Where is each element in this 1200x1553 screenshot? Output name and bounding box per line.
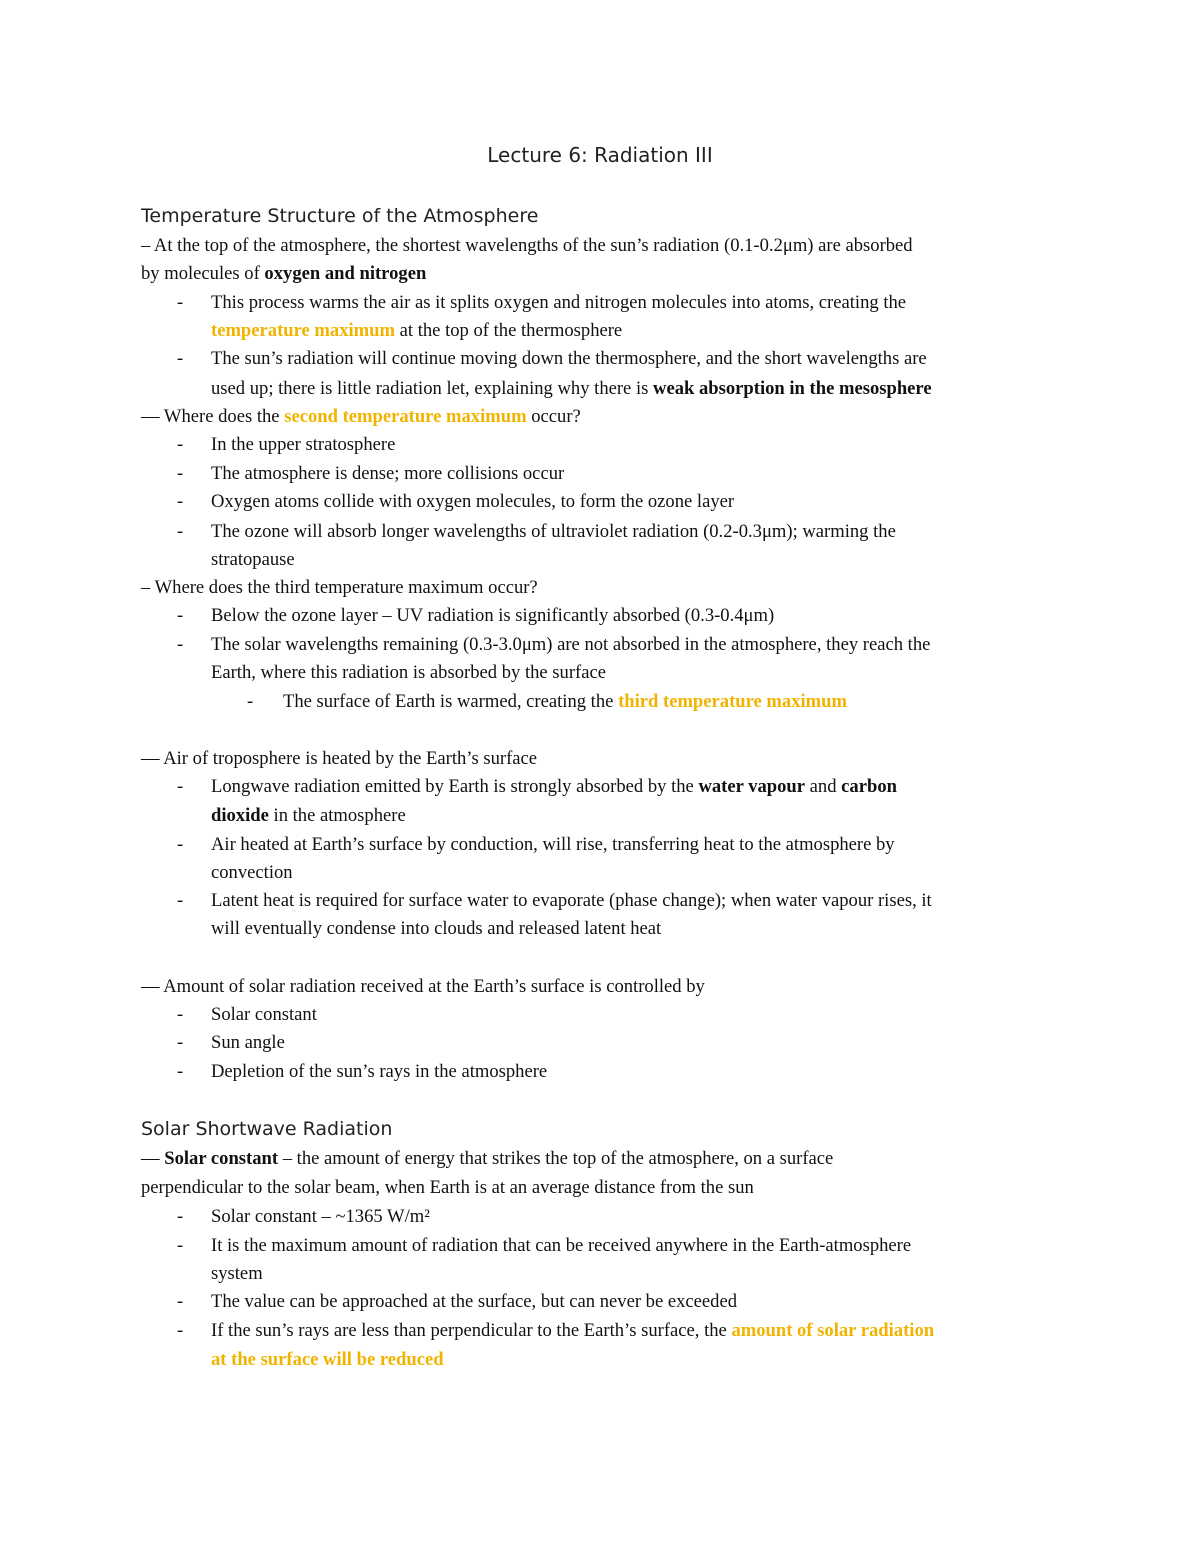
bullet-mark: - bbox=[177, 463, 184, 484]
text-run: If the sun’s rays are less than perpendicular to the Earth’s surface, the bbox=[211, 1320, 732, 1341]
bullet-mark: - bbox=[177, 521, 184, 542]
text-line: — Amount of solar radiation received at the Earth’s surface is controlled by bbox=[141, 976, 705, 997]
bullet-text: convection bbox=[211, 862, 293, 883]
bullet-text bbox=[211, 375, 932, 403]
bullet-mark: - bbox=[177, 890, 184, 911]
bullet-text: Earth, where this radiation is absorbed by the surface bbox=[211, 662, 606, 683]
bullet-mark: - bbox=[177, 1235, 184, 1256]
bullet-text bbox=[211, 1317, 934, 1345]
bullet-mark: - bbox=[177, 1004, 184, 1025]
bold-term: weak absorption in the mesosphere bbox=[653, 378, 932, 399]
text-run: by molecules of bbox=[141, 263, 265, 284]
highlighted-term: at the surface will be reduced bbox=[211, 1349, 444, 1370]
section-heading-solar-shortwave: Solar Shortwave Radiation bbox=[141, 1118, 393, 1140]
highlighted-term: amount of solar radiation bbox=[731, 1320, 935, 1341]
highlighted-term: second temperature maximum bbox=[284, 406, 527, 427]
bold-term: water vapour bbox=[698, 776, 806, 797]
text-run: and bbox=[805, 776, 842, 797]
bullet-text: The solar wavelengths remaining (0.3-3.0μm) are not absorbed in the atmosphere, they reach the bbox=[211, 634, 931, 655]
bullet-text: Oxygen atoms collide with oxygen molecules, to form the ozone layer bbox=[211, 491, 735, 512]
section-heading-temperature-structure: Temperature Structure of the Atmosphere bbox=[141, 205, 539, 227]
bullet-mark: - bbox=[177, 634, 184, 655]
bullet-text bbox=[283, 688, 847, 716]
text-run: in the atmosphere bbox=[268, 805, 406, 826]
text-line bbox=[141, 403, 581, 431]
bullet-mark: - bbox=[177, 348, 184, 369]
text-run: occur? bbox=[526, 406, 581, 427]
bullet-mark: - bbox=[177, 491, 184, 512]
text-line: – Where does the third temperature maximum occur? bbox=[141, 577, 538, 598]
bullet-text: In the upper stratosphere bbox=[211, 434, 396, 455]
text-line bbox=[141, 1145, 833, 1173]
bullet-text: Solar constant bbox=[211, 1004, 317, 1025]
bullet-mark: - bbox=[177, 605, 184, 626]
bullet-text: Air heated at Earth’s surface by conduction, will rise, transferring heat to the atmosphere by bbox=[211, 834, 895, 855]
bullet-text bbox=[211, 802, 406, 830]
bold-term: oxygen and nitrogen bbox=[264, 263, 427, 284]
bullet-mark: - bbox=[177, 292, 184, 313]
bullet-mark: - bbox=[177, 1291, 184, 1312]
text-run: – the amount of energy that strikes the top of the atmosphere, on a surface bbox=[278, 1148, 834, 1169]
text-run: The surface of Earth is warmed, creating the bbox=[283, 691, 619, 712]
text-run: — Where does the bbox=[141, 406, 285, 427]
bullet-mark: - bbox=[177, 1206, 184, 1227]
bullet-mark: - bbox=[177, 834, 184, 855]
text-line: – At the top of the atmosphere, the shortest wavelengths of the sun’s radiation (0.1-0.2μm) are absorbed bbox=[141, 235, 913, 256]
bullet-text: Depletion of the sun’s rays in the atmosphere bbox=[211, 1061, 548, 1082]
text-line: perpendicular to the solar beam, when Earth is at an average distance from the sun bbox=[141, 1177, 754, 1198]
bullet-text: Sun angle bbox=[211, 1032, 285, 1053]
highlighted-term: temperature maximum bbox=[211, 320, 395, 341]
bullet-text: The atmosphere is dense; more collisions occur bbox=[211, 463, 565, 484]
bullet-text: It is the maximum amount of radiation that can be received anywhere in the Earth-atmosphere bbox=[211, 1235, 912, 1256]
bullet-mark: - bbox=[177, 1320, 184, 1341]
bullet-text bbox=[211, 317, 622, 345]
bold-term: dioxide bbox=[211, 805, 269, 826]
page-title: Lecture 6: Radiation III bbox=[487, 143, 713, 167]
bullet-text: Solar constant – ~1365 W/m² bbox=[211, 1206, 430, 1227]
bullet-mark: - bbox=[177, 1061, 184, 1082]
bullet-text: will eventually condense into clouds and released latent heat bbox=[211, 918, 662, 939]
bullet-text: stratopause bbox=[211, 549, 295, 570]
text-run: Longwave radiation emitted by Earth is strongly absorbed by the bbox=[211, 776, 699, 797]
bullet-text bbox=[211, 1346, 444, 1374]
bullet-text: The value can be approached at the surface, but can never be exceeded bbox=[211, 1291, 738, 1312]
bullet-text: system bbox=[211, 1263, 263, 1284]
bullet-mark: - bbox=[247, 691, 254, 712]
text-run: — bbox=[141, 1148, 165, 1169]
highlighted-term: third temperature maximum bbox=[618, 691, 847, 712]
bullet-mark: - bbox=[177, 434, 184, 455]
bullet-text: The ozone will absorb longer wavelengths of ultraviolet radiation (0.2-0.3μm); warming the bbox=[211, 521, 896, 542]
bullet-text: The sun’s radiation will continue moving down the thermosphere, and the short wavelengths are bbox=[211, 348, 927, 369]
text-line: — Air of troposphere is heated by the Earth’s surface bbox=[141, 748, 538, 769]
text-line bbox=[141, 260, 426, 288]
bullet-text: Latent heat is required for surface water to evaporate (phase change); when water vapour rises, it bbox=[211, 890, 932, 911]
bullet-text: Below the ozone layer – UV radiation is significantly absorbed (0.3-0.4μm) bbox=[211, 605, 775, 626]
bullet-text: This process warms the air as it splits oxygen and nitrogen molecules into atoms, creating the bbox=[211, 292, 907, 313]
text-run: at the top of the thermosphere bbox=[395, 320, 623, 341]
bold-term: carbon bbox=[841, 776, 897, 797]
bullet-mark: - bbox=[177, 1032, 184, 1053]
bullet-mark: - bbox=[177, 776, 184, 797]
bold-term: Solar constant bbox=[164, 1148, 279, 1169]
text-run: used up; there is little radiation let, explaining why there is bbox=[211, 378, 654, 399]
bullet-text bbox=[211, 773, 897, 801]
